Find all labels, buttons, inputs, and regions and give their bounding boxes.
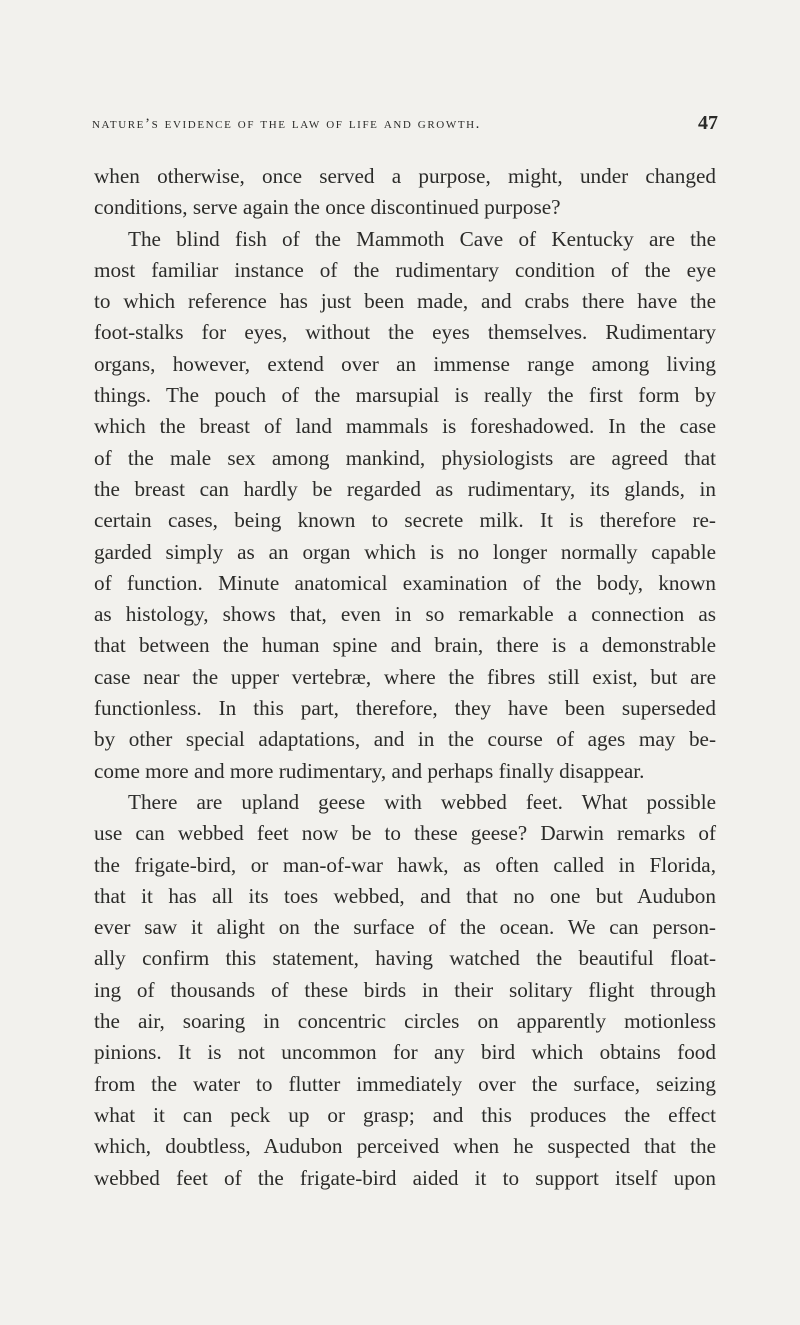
text-line: as histology, shows that, even in so remarkable a connection as [94, 602, 716, 627]
text-line: use can webbed feet now be to these geese? Darwin remarks of [94, 821, 716, 846]
text-line: webbed feet of the frigate-bird aided it to support itself upon [94, 1165, 716, 1190]
text-line: ing of thousands of these birds in their solitary flight through [94, 977, 716, 1002]
text-line: conditions, serve again the once discontinued purpose? [94, 195, 561, 220]
text-line: which the breast of land mammals is foreshadowed. In the case [94, 414, 716, 439]
text-line: of function. Minute anatomical examination of the body, known [94, 570, 716, 595]
text-line: There are upland geese with webbed feet. What possible [128, 789, 716, 814]
text-line: of the male sex among mankind, physiologists are agreed that [94, 445, 716, 470]
text-line: what it can peck up or grasp; and this produces the effect [94, 1102, 716, 1127]
text-line: garded simply as an organ which is no longer normally capable [94, 539, 716, 564]
page-number: 47 [698, 112, 718, 134]
text-line: things. The pouch of the marsupial is really the first form by [94, 383, 716, 408]
text-line: ally confirm this statement, having watched the beautiful float- [94, 946, 716, 971]
text-line: functionless. In this part, therefore, they have been superseded [94, 696, 716, 721]
text-line: the breast can hardly be regarded as rudimentary, its glands, in [94, 476, 716, 501]
text-line: from the water to flutter immediately over the surface, seizing [94, 1071, 716, 1096]
text-line: that it has all its toes webbed, and that no one but Audubon [94, 883, 716, 908]
text-line: foot-stalks for eyes, without the eyes themselves. Rudimentary [94, 320, 716, 345]
text-line: pinions. It is not uncommon for any bird which obtains food [94, 1040, 716, 1065]
running-title: nature’s evidence of the law of life and growth. [92, 116, 482, 132]
text-line: most familiar instance of the rudimentary condition of the eye [94, 257, 716, 282]
text-line: by other special adaptations, and in the course of ages may be- [94, 727, 716, 752]
text-line: certain cases, being known to secrete milk. It is therefore re- [94, 508, 716, 533]
text-line: organs, however, extend over an immense range among living [94, 351, 716, 376]
body-text [94, 161, 716, 1194]
text-line: case near the upper vertebræ, where the fibres still exist, but are [94, 664, 716, 689]
text-line: to which reference has just been made, and crabs there have the [94, 289, 716, 314]
text-line: the air, soaring in concentric circles on apparently motionless [94, 1009, 716, 1034]
running-head [92, 112, 718, 140]
text-line: which, doubtless, Audubon perceived when he suspected that the [94, 1134, 716, 1159]
text-line: ever saw it alight on the surface of the ocean. We can person- [94, 915, 716, 940]
text-line: the frigate-bird, or man-of-war hawk, as often called in Florida, [94, 852, 716, 877]
text-line: The blind fish of the Mammoth Cave of Kentucky are the [128, 226, 716, 251]
text-line: come more and more rudimentary, and perhaps finally disappear. [94, 758, 645, 783]
text-line: when otherwise, once served a purpose, might, under changed [94, 164, 716, 188]
text-line: that between the human spine and brain, there is a demonstrable [94, 633, 716, 658]
